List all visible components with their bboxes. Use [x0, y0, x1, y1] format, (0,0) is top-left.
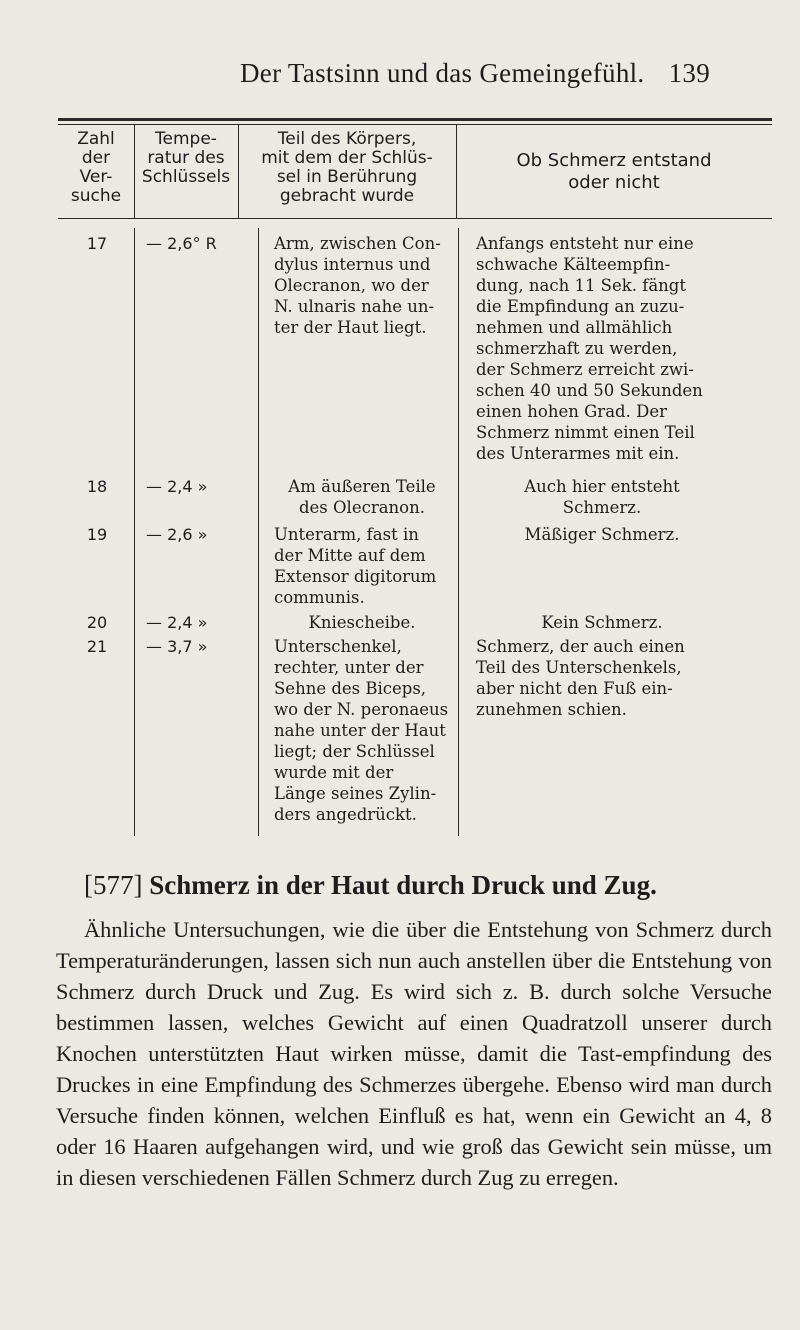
table-top-thin-rule [58, 124, 772, 125]
trial-number: 17 [86, 234, 108, 253]
header-body-part: Teil des Körpers, mit dem der Schlüs- sel in Berührung gebracht wurde [261, 129, 433, 206]
pain-result: Anfangs entsteht nur eine schwache Kälteempfin- dung, nach 11 Sek. fängt die Empfindung an zuzu- nehmen und allmählich schmerzhaft zu werden, der Schmerz erreicht zwi- schen 40 und 50 Sekunden einen hohen Grad. Der Schmerz nimmt einen Teil des Unterarmes mit ein. [476, 234, 703, 463]
body-paragraph: Ähnliche Untersuchungen, wie die über die Entstehung von Schmerz durch Temperaturänderungen, lassen sich nun auch anstellen über die Entstehung von Schmerz durch Druck und Zug. Es wird sich z. B. durch solche Versuche bestimmen lassen, welches Gewicht auf einen Quadratzoll unserer durch Knochen unterstützten Haut wirken müsse, damit die Tast-empfindung des Druckes in eine Empfindung des Schmerzes übergehe. Ebenso wird man durch Versuche finden können, welchen Einfluß es hat, wenn ein Gewicht an 4, 8 oder 16 Haaren aufgehangen wird, und wie groß das Gewicht sein müsse, um in diesen verschiedenen Fällen Schmerz durch Zug zu erregen. [56, 917, 772, 1190]
column-divider [134, 228, 135, 836]
section-number: [577] [84, 870, 143, 900]
trial-number: 21 [86, 637, 108, 656]
trial-number: 18 [86, 477, 108, 496]
body-part: Unterschenkel, rechter, unter der Sehne des Biceps, wo der N. peronaeus nahe unter der Haut liegt; der Schlüssel wurde mit der Länge seines Zylin- ders angedrückt. [274, 637, 449, 824]
key-temperature: — 2,4 » [146, 477, 208, 496]
trial-number: 20 [86, 613, 108, 632]
body-part: Kniescheibe. [308, 613, 416, 632]
experiment-table [58, 118, 772, 836]
header-pain: Ob Schmerz entstand oder nicht [516, 150, 712, 193]
running-title: Der Tastsinn und das Gemeingefühl. [240, 58, 645, 88]
key-temperature: — 3,7 » [146, 637, 208, 656]
section-heading [84, 870, 657, 901]
table-header-rule [58, 218, 772, 219]
body-part: Am äußeren Teile des Olecranon. [288, 477, 436, 517]
section-title: Schmerz in der Haut durch Druck und Zug. [149, 870, 657, 900]
pain-result: Auch hier entsteht Schmerz. [524, 477, 680, 517]
column-divider [258, 228, 259, 836]
table-top-rule [58, 118, 772, 121]
body-part: Unterarm, fast in der Mitte auf dem Extensor digitorum communis. [274, 525, 437, 607]
column-divider [458, 228, 459, 836]
key-temperature: — 2,6° R [146, 234, 217, 253]
trial-number: 19 [86, 525, 108, 544]
body-part: Arm, zwischen Con- dylus internus und Olecranon, wo der N. ulnaris nahe un- ter der Haut liegt. [274, 234, 441, 337]
key-temperature: — 2,4 » [146, 613, 208, 632]
key-temperature: — 2,6 » [146, 525, 208, 544]
page-number: 139 [668, 58, 710, 88]
pain-result: Schmerz, der auch einen Teil des Unterschenkels, aber nicht den Fuß ein- zunehmen schien. [476, 637, 685, 719]
pain-result: Mäßiger Schmerz. [524, 525, 680, 544]
header-trial-number: Zahl der Ver- suche [70, 129, 122, 206]
pain-result: Kein Schmerz. [541, 613, 663, 632]
header-temperature: Tempe- ratur des Schlüssels [141, 129, 231, 187]
